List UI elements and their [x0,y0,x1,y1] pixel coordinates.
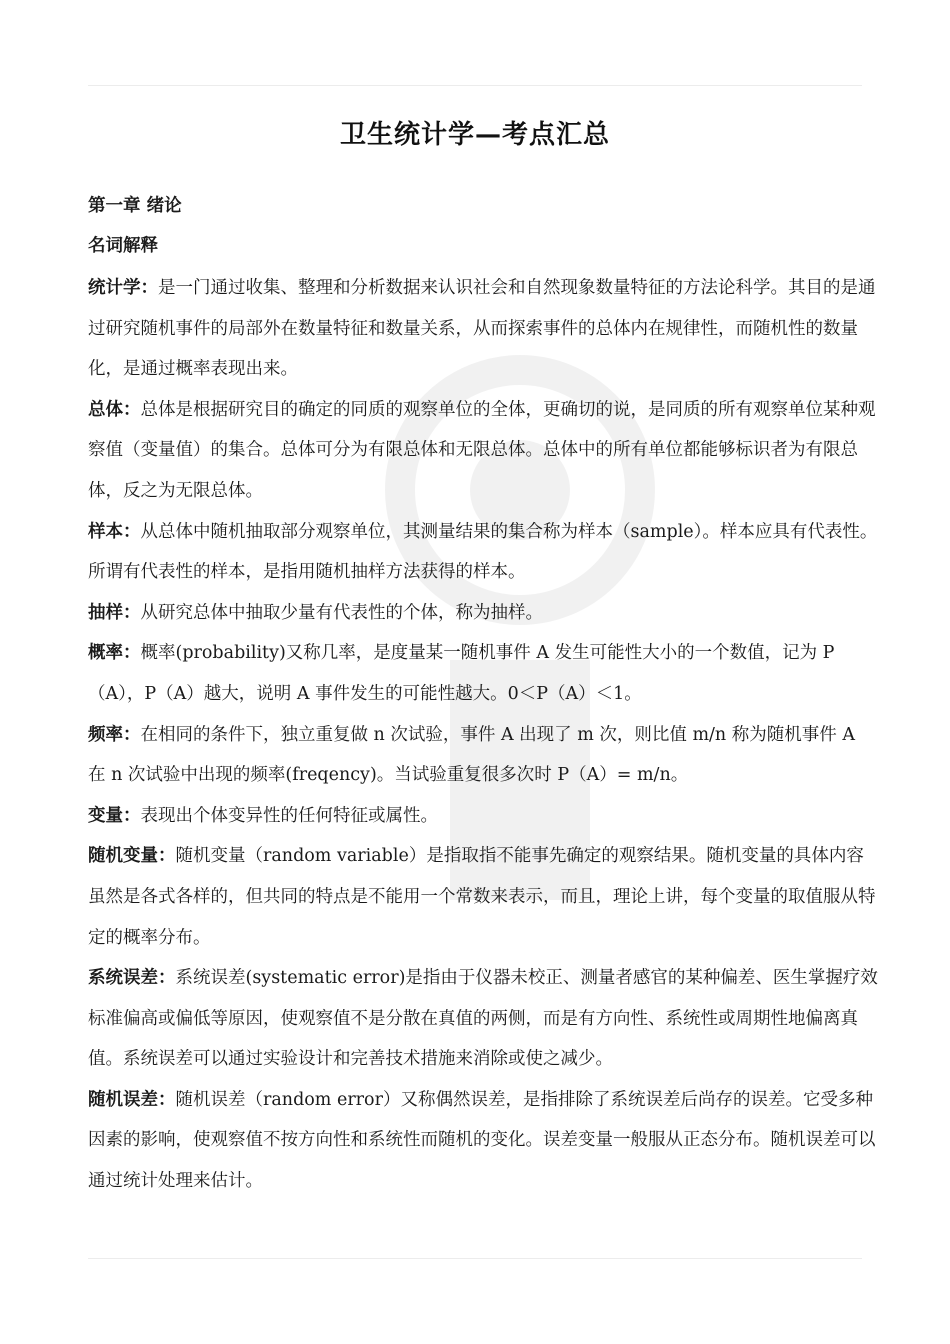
page-title: 卫生统计学—考点汇总 [339,120,610,150]
entry-systematic-error [88,958,878,1080]
entry-definition: 从研究总体中抽取少量有代表性的个体，称为抽样。 [140,602,543,623]
entry-sampling [88,593,878,634]
entry-term: 抽样： [88,602,141,623]
entry-definition: 随机变量（random variable）是指取指不能事先确定的观察结果。随机变量的具体内容虽然是各式各样的，但共同的特点是不能用一个常数来表示，而且，理论上讲，每个变量的取值服从特定的概率分布。 [88,846,876,948]
entry-frequency [88,715,878,796]
entry-definition: 在相同的条件下，独立重复做 n 次试验，事件 A 出现了 m 次，则比值 m/n 称为随机事件 A 在 n 次试验中出现的频率(freqency)。当试验重复很多次时 P（A）= m/n。 [88,724,855,786]
top-divider [88,85,862,86]
entry-term: 样本： [88,521,141,542]
entry-sample [88,512,878,593]
entry-definition: 是一门通过收集、整理和分析数据来认识社会和自然现象数量特征的方法论科学。其目的是通过研究随机事件的局部外在数量特征和数量关系，从而探索事件的总体内在规律性，而随机性的数量化，是通过概率表现出来。 [88,278,876,380]
section-heading: 名词解释 [88,236,158,256]
entry-term: 随机误差： [88,1089,176,1110]
entry-random-error [88,1080,878,1202]
entry-term: 统计学： [88,278,158,298]
entry-variable [88,796,878,837]
entry-statistics [88,268,878,390]
bottom-divider [88,1258,862,1259]
entry-random-variable [88,836,878,958]
entry-population [88,390,878,512]
entry-term: 频率： [88,724,141,745]
entry-definition: 表现出个体变异性的任何特征或属性。 [140,805,438,826]
entry-definition: 概率(probability)又称几率，是度量某一随机事件 A 发生可能性大小的一个数值，记为 P（A），P（A）越大，说明 A 事件发生的可能性越大。0＜P（A）＜1。 [88,643,835,704]
entry-definition: 总体是根据研究目的确定的同质的观察单位的全体，更确切的说，是同质的所有观察单位某种观察值（变量值）的集合。总体可分为有限总体和无限总体。总体中的所有单位都能够标识者为有限总体，反之为无限总体。 [88,399,876,501]
entry-term: 随机变量： [88,846,176,867]
entry-term: 系统误差： [88,968,176,989]
chapter-heading: 第一章 绪论 [88,196,182,216]
entry-term: 总体： [88,399,141,420]
document-body [88,188,878,1202]
entry-definition: 随机误差（random error）又称偶然误差，是指排除了系统误差后尚存的误差。它受多种因素的影响，使观察值不按方向性和系统性而随机的变化。误差变量一般服从正态分布。随机误差可以通过统计处理来估计。 [88,1089,876,1192]
entry-term: 变量： [88,805,141,826]
entry-probability [88,633,878,714]
entry-definition: 系统误差(systematic error)是指由于仪器未校正、测量者感官的某种偏差、医生掌握疗效标准偏高或偏低等原因，使观察值不是分散在真值的两侧，而是有方向性、系统性或周期性地偏离真值。系统误差可以通过实验设计和完善技术措施来消除或使之减少。 [88,968,878,1070]
entry-definition: 从总体中随机抽取部分观察单位，其测量结果的集合称为样本（sample）。样本应具有代表性。所谓有代表性的样本，是指用随机抽样方法获得的样本。 [88,521,878,583]
entry-term: 概率： [88,643,141,664]
